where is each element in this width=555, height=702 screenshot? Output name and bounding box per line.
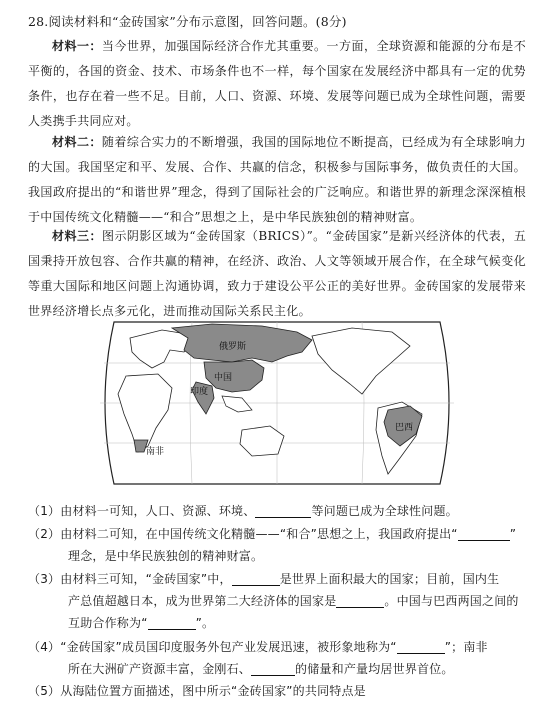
material-one [28,34,526,134]
material-two [28,130,526,230]
q4-number: （4） [28,640,61,654]
q4-text-a: “金砖国家”成员国印度服务外包产业发展迅速，被形象地称为“ [60,640,397,654]
q1-number: （1） [28,504,61,518]
q3-text-f: ”。 [195,616,215,630]
q2-text-a: 由材料二可知，在中国传统文化精髓——“和合”思想之上，我国政府提出“ [60,527,458,541]
q3-text-e: 互助合作称为“ [68,616,148,630]
world-map-svg [92,318,462,488]
q4-answer-blank-2[interactable] [251,661,295,676]
q3-answer-blank-1[interactable] [232,571,280,586]
label-south-africa: 南非 [146,447,165,457]
material-three-label: 材料三： [52,229,102,243]
q3-text-b: 是世界上面积最大的国家；目前，国内生 [279,572,500,586]
label-russia: 俄罗斯 [219,342,247,352]
label-china: 中国 [214,373,233,383]
q4-text-c: 所在大洲矿产资源丰富，金刚石、 [68,662,252,676]
q3-text-a: 由材料三可知，“金砖国家”中， [60,572,232,586]
subquestion-5 [28,680,528,702]
q3-text-d: 。中国与巴西两国之间的 [384,594,519,608]
q2-text-c: 理念，是中华民族独创的精神财富。 [68,549,264,563]
subquestion-4 [28,636,528,680]
q2-answer-blank[interactable] [458,526,510,541]
subquestion-3 [28,568,528,634]
material-one-label: 材料一： [52,39,102,53]
q3-answer-blank-3[interactable] [148,615,196,630]
q2-text-b: ” [509,527,517,541]
material-one-text: 当今世界，加强国际经济合作尤其重要。一方面，全球资源和能源的分布是不平衡的，各国的资金、技术、市场条件也不一样，每个国家在发展经济中都具有一定的优势条件，也存在着一些不足。目前，人口、资源、环境、发展等问题已成为全球性问题，需要人类携手共同应对。 [28,39,527,128]
q4-answer-blank-1[interactable] [397,639,445,654]
label-india: 印度 [190,387,209,397]
subquestion-2 [28,523,528,567]
material-two-label: 材料二： [52,135,102,149]
question-title: 28.阅读材料和“金砖国家”分布示意图，回答问题。(8分) [28,14,347,29]
brics-world-map [92,318,462,488]
q1-answer-blank[interactable] [255,503,311,518]
material-two-text: 随着综合实力的不断增强，我国的国际地位不断提高，已经成为有全球影响力的大国。我国坚定和平、发展、合作、共赢的信念，积极参与国际事务，做负责任的大国。我国政府提出的“和谐世界”理念，得到了国际社会的广泛响应。和谐世界的新理念深深植根于中国传统文化精髓——“和合”思想之上，是中华民族独创的精神财富。 [28,135,527,224]
material-three [28,224,526,324]
q4-text-d: 的储量和产量均居世界首位。 [295,662,454,676]
q4-text-b: ”；南非 [444,640,488,654]
q2-number: （2） [28,527,61,541]
q3-text-c: 产总值超越日本，成为世界第二大经济体的国家是 [68,594,337,608]
q5-number: （5） [28,684,61,698]
subquestion-1 [28,500,528,522]
label-brazil: 巴西 [395,423,414,433]
q3-answer-blank-2[interactable] [336,593,384,608]
material-three-text: 图示阴影区域为“金砖国家（BRICS）”。“金砖国家”是新兴经济体的代表，五国秉持开放包容、合作共赢的精神，在经济、政治、人文等领域开展合作，在全球气候变化等重大国际和地区问题上沟通协调，致力于建设公平公正的美好世界。金砖国家的发展带来世界经济增长点多元化，进而推动国际关系民主化。 [28,229,527,318]
q1-text-b: 等问题已成为全球性问题。 [311,504,458,518]
q1-text-a: 由材料一可知，人口、资源、环境、 [60,504,256,518]
q5-text-a: 从海陆位置方面描述，图中所示“金砖国家”的共同特点是 [60,684,366,698]
q3-number: （3） [28,572,61,586]
